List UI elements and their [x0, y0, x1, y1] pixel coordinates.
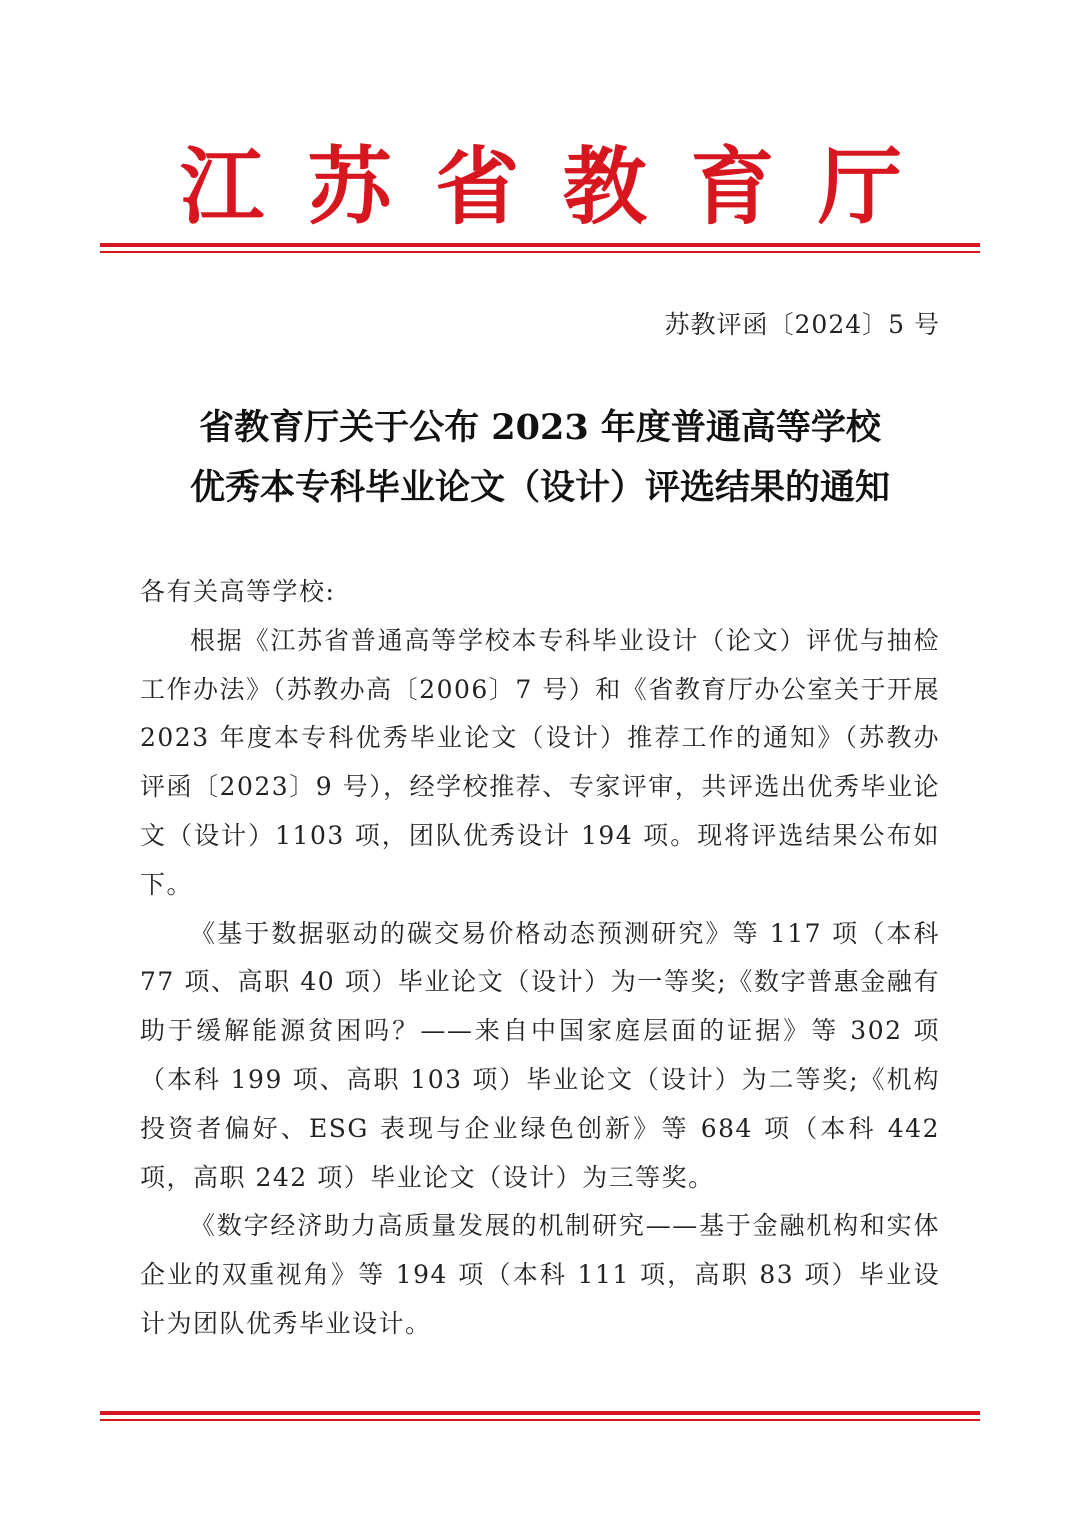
- body-paragraph-1: 根据《江苏省普通高等学校本专科毕业设计（论文）评优与抽检工作办法》（苏教办高〔2006〕7 号）和《省教育厅办公室关于开展 2023 年度本专科优秀毕业论文（设计）推荐工作的通知》（苏教办评函〔2023〕9 号），经学校推荐、专家评审，共评选出优秀毕业论文（设计）1103 项，团队优秀设计 194 项。现将评选结果公布如下。: [140, 625, 940, 899]
- header-rule-thin: [100, 251, 980, 253]
- footer-rule-thin: [100, 1419, 980, 1421]
- masthead-char: 育: [690, 137, 775, 236]
- body-paragraph-2: 《基于数据驱动的碳交易价格动态预测研究》等 117 项（本科 77 项、高职 40 项）毕业论文（设计）为一等奖;《数字普惠金融有助于缓解能源贫困吗？——来自中国家庭层面的证据》等 302 项（本科 199 项、高职 103 项）毕业论文（设计）为二等奖;《机构投资者偏好、ESG 表现与企业绿色创新》等 684 项（本科 442 项，高职 242 项）毕业论文（设计）为三等奖。: [140, 918, 940, 1192]
- masthead-char: 教: [562, 137, 647, 236]
- title-line-2: 优秀本专科毕业论文（设计）评选结果的通知: [189, 467, 890, 508]
- title-line-1: 省教育厅关于公布 2023 年度普通高等学校: [199, 407, 881, 448]
- document-number: 苏教评函〔2024〕5 号: [664, 310, 940, 339]
- body-paragraph-3: 《数字经济助力高质量发展的机制研究——基于金融机构和实体企业的双重视角》等 194 项（本科 111 项，高职 83 项）毕业设计为团队优秀毕业设计。: [140, 1211, 940, 1338]
- masthead-org-name: [100, 132, 980, 242]
- document-body: [140, 568, 940, 1349]
- salutation: 各有关高等学校:: [140, 577, 336, 606]
- masthead-char: 苏: [307, 137, 392, 236]
- masthead-char: 江: [180, 137, 265, 236]
- masthead-char: 省: [435, 137, 520, 236]
- document-title: [100, 398, 980, 518]
- masthead-char: 厅: [817, 137, 902, 236]
- header-rule-thick: [100, 243, 980, 247]
- footer-rule-thick: [100, 1411, 980, 1415]
